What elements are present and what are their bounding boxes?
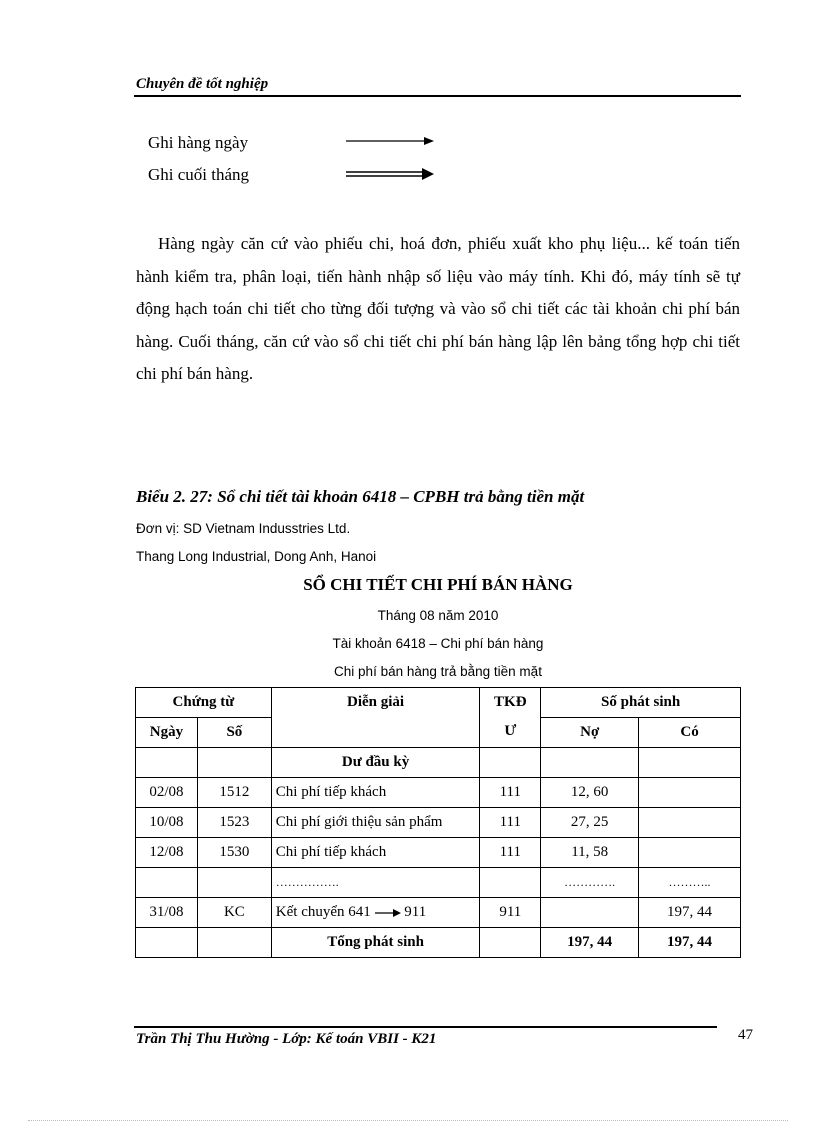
table-row xyxy=(136,778,741,808)
cell-account: 111 xyxy=(480,778,541,808)
cell-number: KC xyxy=(197,898,271,928)
header-debit: Nợ xyxy=(541,718,639,748)
total-debit: 197, 44 xyxy=(541,928,639,958)
table-header-row xyxy=(136,688,741,718)
cell-debit xyxy=(541,898,639,928)
header-contra-account: TKĐ Ư xyxy=(480,688,541,748)
total-label: Tổng phát sinh xyxy=(271,928,480,958)
cell-account: 111 xyxy=(480,808,541,838)
header-description: Diễn giải xyxy=(271,688,480,748)
cell-number: 1523 xyxy=(197,808,271,838)
header-number: Số xyxy=(197,718,271,748)
cell-number: 1512 xyxy=(197,778,271,808)
cell-credit: 197, 44 xyxy=(639,898,741,928)
cell-date: 12/08 xyxy=(136,838,198,868)
total-credit: 197, 44 xyxy=(639,928,741,958)
page-bottom-border xyxy=(28,1120,788,1121)
table-row xyxy=(136,838,741,868)
cell-account: 911 xyxy=(480,898,541,928)
unit-name: Đơn vị: SD Vietnam Indusstries Ltd. xyxy=(136,521,351,536)
single-arrow-icon xyxy=(346,136,436,146)
cell-debit: 27, 25 xyxy=(541,808,639,838)
cell-account: 111 xyxy=(480,838,541,868)
page-number: 47 xyxy=(738,1027,753,1043)
cell-credit xyxy=(639,778,741,808)
double-arrow-icon xyxy=(346,168,436,180)
cell-dots-debit: …………. xyxy=(541,868,639,898)
header-voucher: Chứng từ xyxy=(136,688,272,718)
cell-description: Kết chuyển 641 911 xyxy=(271,898,480,928)
legend-monthly-label: Ghi cuối tháng xyxy=(148,165,250,184)
cell-debit: 11, 58 xyxy=(541,838,639,868)
cell-number: 1530 xyxy=(197,838,271,868)
cell-date: 10/08 xyxy=(136,808,198,838)
cell-description: Chi phí tiếp khách xyxy=(271,838,480,868)
table-row xyxy=(136,748,741,778)
cell-date: 31/08 xyxy=(136,898,198,928)
ledger-description: Chi phí bán hàng trả bằng tiền mặt xyxy=(334,664,542,679)
cell-credit xyxy=(639,808,741,838)
table-row xyxy=(136,868,741,898)
body-paragraph: Hàng ngày căn cứ vào phiếu chi, hoá đơn, phiếu xuất kho phụ liệu... kế toán tiến hành kiểm tra, phân loại, tiến hành nhập số liệu vào máy tính. Khi đó, máy tính sẽ tự động hạch toán chi tiết cho từng đối tượng và vào sổ chi tiết các tài khoản chi phí bán hàng. Cuối tháng, căn cứ vào sổ chi tiết chi phí bán hàng lập lên bảng tổng hợp chi tiết chi phí bán hàng. xyxy=(136,234,740,383)
unit-address: Thang Long Industrial, Dong Anh, Hanoi xyxy=(136,549,377,564)
ledger-account: Tài khoản 6418 – Chi phí bán hàng xyxy=(332,636,544,651)
cell-credit xyxy=(639,838,741,868)
header-credit: Có xyxy=(639,718,741,748)
legend-daily-label: Ghi hàng ngày xyxy=(148,133,249,152)
total-row xyxy=(136,928,741,958)
cell-date: 02/08 xyxy=(136,778,198,808)
ledger-month: Tháng 08 năm 2010 xyxy=(377,608,499,623)
footer-author: Trần Thị Thu Hường - Lớp: Kế toán VBII - K21 xyxy=(136,1031,437,1047)
cell-description: Chi phí tiếp khách xyxy=(271,778,480,808)
table-row xyxy=(136,898,741,928)
table-row xyxy=(136,808,741,838)
cell-description: Chi phí giới thiệu sản phẩm xyxy=(271,808,480,838)
header-divider xyxy=(134,95,741,97)
cell-dots-description: ……………. xyxy=(271,868,480,898)
cell-dots-credit: ……….. xyxy=(639,868,741,898)
ledger-table xyxy=(135,687,741,958)
ledger-title: SỔ CHI TIẾT CHI PHÍ BÁN HÀNG xyxy=(303,575,573,594)
table-caption: Biểu 2. 27: Sổ chi tiết tài khoản 6418 – CPBH trả bằng tiền mặt xyxy=(136,487,585,506)
header-date: Ngày xyxy=(136,718,198,748)
opening-balance-label: Dư đầu kỳ xyxy=(271,748,480,778)
header-title: Chuyên đề tốt nghiệp xyxy=(136,76,269,92)
footer-divider xyxy=(134,1026,717,1028)
cell-debit: 12, 60 xyxy=(541,778,639,808)
arrow-right-icon xyxy=(375,908,401,918)
header-amount: Số phát sinh xyxy=(541,688,741,718)
